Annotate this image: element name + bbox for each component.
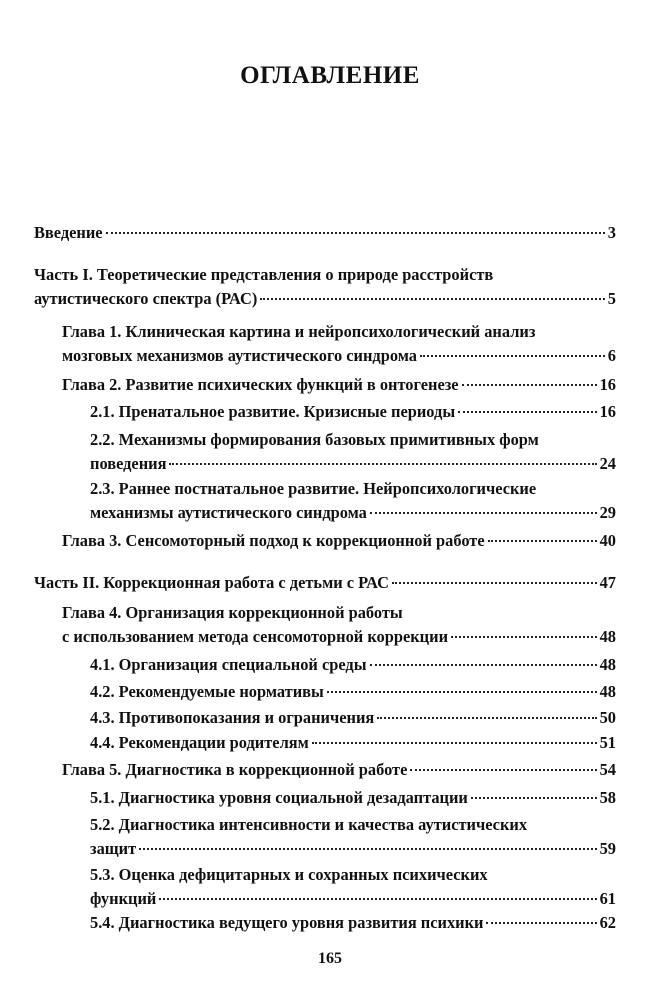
toc-page-number: 54	[599, 760, 616, 779]
toc-entry-text: Глава 3. Сенсомоторный подход к коррекционной работе	[62, 531, 485, 550]
dot-leader	[458, 411, 596, 413]
toc-page-number: 59	[599, 839, 616, 858]
dot-leader	[106, 232, 605, 234]
dot-leader	[462, 384, 597, 386]
toc-page-number: 16	[599, 375, 616, 394]
toc-page-number: 3	[607, 223, 616, 242]
toc-entry-text: 4.1. Организация специальной среды	[90, 655, 367, 674]
toc-page-number: 29	[599, 503, 616, 522]
toc-entry-text: поведения	[90, 454, 167, 473]
dot-leader	[139, 848, 596, 850]
toc-entry-text: Глава 1. Клиническая картина и нейропсихологический анализ	[62, 322, 536, 341]
toc-entry-text: 4.3. Противопоказания и ограничения	[90, 708, 375, 727]
toc-entry-text: с использованием метода сенсомоторной коррекции	[62, 627, 449, 646]
toc-entry-text: 5.2. Диагностика интенсивности и качества аутистических	[90, 815, 528, 834]
toc-page-number: 48	[599, 655, 616, 674]
toc-page-number: 50	[599, 708, 616, 727]
toc-page-number: 62	[599, 913, 616, 932]
toc-entry	[90, 400, 616, 424]
toc-entry	[90, 786, 616, 810]
toc-entry-text: защит	[90, 839, 137, 858]
dot-leader	[420, 355, 605, 357]
dot-leader	[377, 717, 596, 719]
toc-page-number: 61	[599, 889, 616, 908]
dot-leader	[312, 742, 597, 744]
toc-entry	[34, 221, 616, 245]
toc-page-number: 6	[607, 346, 616, 365]
dot-leader	[169, 463, 596, 465]
toc-entry-text: Введение	[34, 223, 103, 242]
toc-entry-text: Часть I. Теоретические представления о природе расстройств	[34, 265, 494, 284]
toc-entry-text: 5.4. Диагностика ведущего уровня развития психики	[90, 913, 484, 932]
dot-leader	[471, 797, 597, 799]
dot-leader	[370, 512, 597, 514]
page-title: ОГЛАВЛЕНИЕ	[240, 62, 420, 89]
toc-page-number: 16	[599, 402, 616, 421]
dot-leader	[486, 922, 596, 924]
toc-entry-text: 2.2. Механизмы формирования базовых примитивных форм	[90, 430, 539, 449]
toc-page-number: 5	[607, 289, 616, 308]
toc-entry	[90, 911, 616, 935]
toc-entry	[90, 863, 616, 911]
toc-entry-text: Глава 5. Диагностика в коррекционной работе	[62, 760, 408, 779]
toc-entry-text: Глава 4. Организация коррекционной работы	[62, 603, 403, 622]
toc-entry	[90, 680, 616, 704]
dot-leader	[260, 298, 604, 300]
toc-entry	[90, 731, 616, 755]
toc-page-number: 51	[599, 733, 616, 752]
toc-page-number: 47	[599, 573, 616, 592]
toc-page-number: 24	[599, 454, 616, 473]
dot-leader	[410, 769, 596, 771]
dot-leader	[488, 540, 597, 542]
dot-leader	[392, 582, 597, 584]
toc-entry-text: Глава 2. Развитие психических функций в онтогенезе	[62, 375, 459, 394]
toc-entry-text: аутистического спектра (РАС)	[34, 289, 258, 308]
toc-entry	[62, 373, 616, 397]
toc-page-number: 48	[599, 627, 616, 646]
toc-entry-text: Часть II. Коррекционная работа с детьми с РАС	[34, 573, 389, 592]
toc-entry	[90, 477, 616, 525]
toc-entry-text: 4.2. Рекомендуемые нормативы	[90, 682, 324, 701]
dot-leader	[327, 691, 597, 693]
toc-entry	[34, 571, 616, 595]
toc-page-number: 40	[599, 531, 616, 550]
toc-entry-text: механизмы аутистического синдрома	[90, 503, 367, 522]
toc-entry	[34, 263, 616, 311]
toc-entry-text: мозговых механизмов аутистического синдрома	[62, 346, 417, 365]
toc-entry-text: функций	[90, 889, 157, 908]
dot-leader	[370, 664, 597, 666]
toc-entry	[90, 813, 616, 861]
toc-page-number: 58	[599, 788, 616, 807]
toc-entry-text: 2.3. Раннее постнатальное развитие. Нейропсихологические	[90, 479, 537, 498]
toc-page-number: 48	[599, 682, 616, 701]
toc-entry	[62, 601, 616, 649]
toc-entry-text: 2.1. Пренатальное развитие. Кризисные периоды	[90, 402, 456, 421]
toc-entry	[62, 320, 616, 368]
toc-entry-text: 4.4. Рекомендации родителям	[90, 733, 309, 752]
toc-entry	[62, 529, 616, 553]
toc-entry-text: 5.3. Оценка дефицитарных и сохранных психических	[90, 865, 488, 884]
toc-entry	[90, 706, 616, 730]
toc-entry	[90, 653, 616, 677]
dot-leader	[159, 898, 596, 900]
toc-entry-text: 5.1. Диагностика уровня социальной дезадаптации	[90, 788, 468, 807]
toc-entry	[90, 428, 616, 476]
toc-entry	[62, 758, 616, 782]
dot-leader	[451, 636, 597, 638]
page-number: 165	[318, 950, 342, 967]
